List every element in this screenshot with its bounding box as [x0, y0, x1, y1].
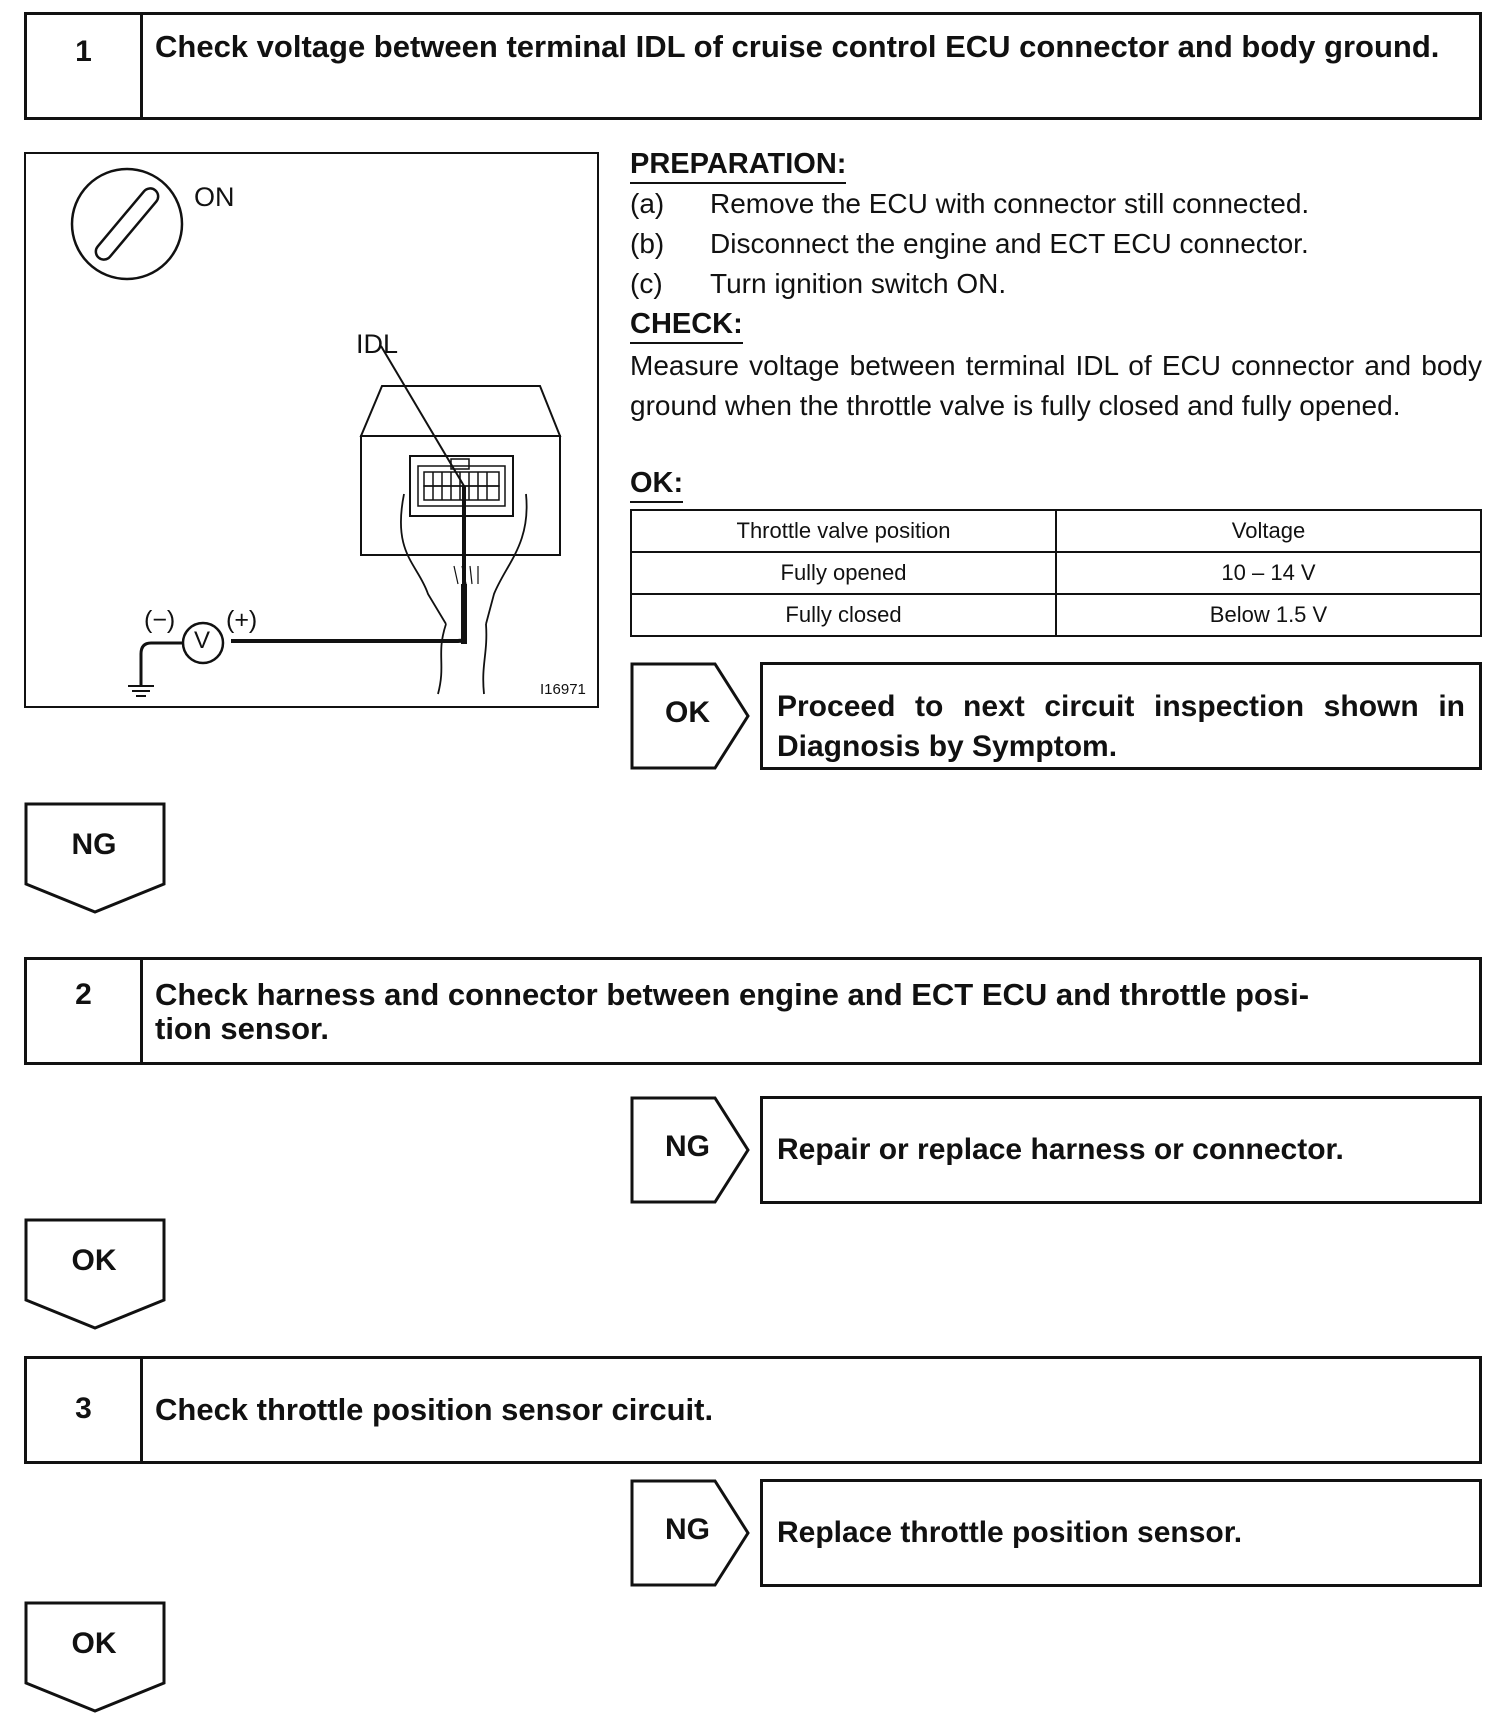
ng-outcome-text: Replace throttle position sensor.	[777, 1516, 1243, 1549]
step-1-header	[24, 12, 1482, 120]
ok-outcome-tag	[630, 662, 750, 770]
prep-item-text: Disconnect the engine and ECT ECU connector.	[710, 228, 1309, 259]
step-title: Check voltage between terminal IDL of cruise control ECU connector and body ground.	[155, 29, 1440, 64]
ng-down-tag	[24, 802, 166, 914]
step-number: 2	[27, 960, 143, 1062]
ok-heading: OK:	[630, 467, 683, 503]
prep-item-text: Remove the ECU with connector still connected.	[710, 188, 1310, 219]
voltmeter-label: V	[194, 627, 211, 654]
preparation-heading: PREPARATION:	[630, 148, 846, 184]
idl-terminal-label: IDL	[356, 329, 399, 359]
ok-outcome-text: Proceed to next circuit inspection shown in Diagnosis by Symptom.	[777, 690, 1465, 763]
table-header-row	[631, 510, 1481, 552]
ng-outcome-box	[760, 1096, 1482, 1204]
ok-tag-label: OK	[71, 1627, 117, 1660]
prep-item-letter: (c)	[630, 268, 663, 299]
ng-tag-label: NG	[665, 1513, 710, 1546]
figure-id: I16971	[540, 681, 586, 698]
negative-terminal-label: (−)	[144, 606, 176, 634]
step-number: 1	[27, 15, 143, 117]
ok-tag-label: OK	[665, 696, 710, 729]
ng-outcome-tag	[630, 1479, 750, 1587]
wiring-illustration	[24, 152, 599, 708]
ok-down-tag	[24, 1218, 166, 1330]
key-slot-icon	[93, 185, 162, 263]
ground-icon	[128, 686, 154, 696]
ecu-connector-diagram	[26, 154, 601, 710]
positive-terminal-label: (+)	[226, 606, 258, 634]
ignition-switch-icon	[72, 169, 182, 279]
table-cell: Below 1.5 V	[1056, 594, 1481, 636]
ok-outcome-box	[760, 662, 1482, 770]
check-instructions: Measure voltage between terminal IDL of ECU connector and body ground when the throttle valve is fully closed and fully opened.	[630, 350, 1482, 421]
switch-on-label: ON	[194, 182, 235, 212]
ng-tag-label: NG	[71, 828, 117, 861]
prep-item-letter: (a)	[630, 188, 665, 219]
step-title: Check harness and connector between engine and ECT ECU and throttle posi- tion sensor.	[155, 977, 1310, 1046]
table-header-cell: Voltage	[1056, 510, 1481, 552]
ecu-top-face	[361, 386, 560, 436]
prep-item-text: Turn ignition switch ON.	[710, 268, 1007, 299]
ng-tag-label: NG	[665, 1130, 710, 1163]
ng-outcome-box	[760, 1479, 1482, 1587]
table-cell: 10 – 14 V	[1056, 552, 1481, 594]
step-title: Check throttle position sensor circuit.	[155, 1392, 714, 1427]
table-cell: Fully opened	[631, 552, 1056, 594]
table-row	[631, 552, 1481, 594]
step-number: 3	[27, 1359, 143, 1461]
check-heading: CHECK:	[630, 308, 743, 344]
ng-outcome-tag	[630, 1096, 750, 1204]
table-row	[631, 594, 1481, 636]
ng-outcome-text: Repair or replace harness or connector.	[777, 1133, 1344, 1166]
step-2-header	[24, 957, 1482, 1065]
step-3-header	[24, 1356, 1482, 1464]
ok-down-tag	[24, 1601, 166, 1713]
table-cell: Fully closed	[631, 594, 1056, 636]
prep-item-letter: (b)	[630, 228, 665, 259]
table-header-cell: Throttle valve position	[631, 510, 1056, 552]
voltage-spec-table	[630, 509, 1482, 637]
ok-tag-label: OK	[71, 1244, 117, 1277]
